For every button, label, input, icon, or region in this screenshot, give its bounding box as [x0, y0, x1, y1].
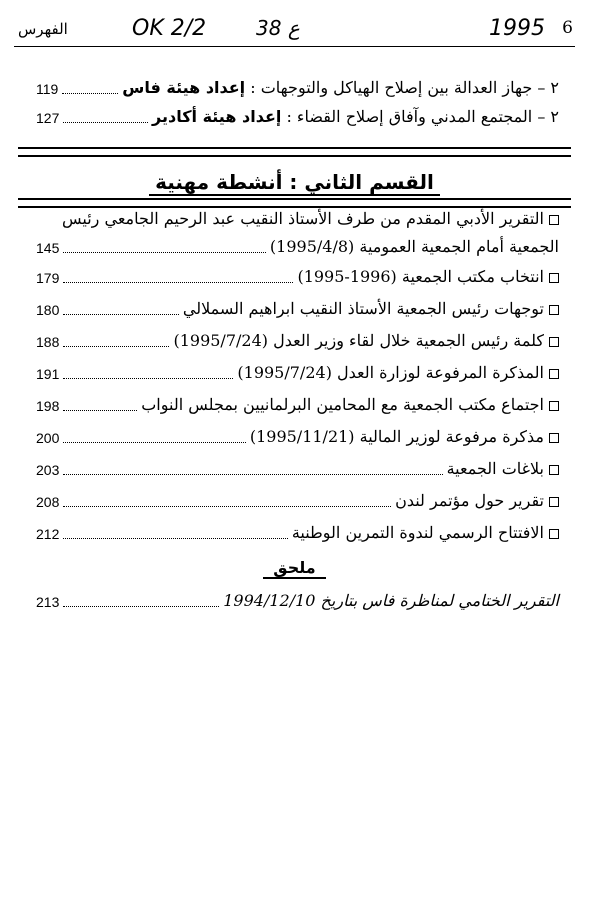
toc-entry-line: التقرير الأدبي المقدم من طرف الأستاذ النقيب عبد الرحيم الجامعي رئيس	[36, 208, 559, 230]
toc-page-number: 198	[36, 398, 60, 414]
toc-entry-text: المذكرة المرفوعة لوزارة العدل (1995/7/24)	[237, 362, 559, 384]
section-divider	[18, 198, 571, 208]
dot-leader	[63, 377, 233, 379]
dot-leader	[63, 313, 179, 315]
dot-leader	[63, 345, 169, 347]
toc-page-number: 213	[36, 594, 60, 610]
toc-entry	[36, 392, 559, 416]
toc-entry-text: التقرير الختامي لمناظرة فاس بتاريخ 1994/12/10	[223, 591, 559, 610]
toc-entry-text: كلمة رئيس الجمعية خلال لقاء وزير العدل (1995/7/24)	[173, 330, 559, 352]
toc-entry-text: ٢ – جهاز العدالة بين إصلاح الهياكل والتوجهات : إعداد هيئة فاس	[122, 78, 559, 97]
dot-leader	[63, 505, 391, 507]
toc-entry-text: تقرير حول مؤتمر لندن	[395, 490, 559, 512]
checkbox-bullet-icon	[549, 215, 559, 225]
toc-entry	[36, 588, 559, 612]
annex-title: ملحق	[0, 558, 589, 577]
checkbox-bullet-icon	[549, 433, 559, 443]
toc-entry	[36, 296, 559, 320]
checkbox-bullet-icon	[549, 465, 559, 475]
toc-entry	[36, 234, 559, 258]
checkbox-bullet-icon	[549, 529, 559, 539]
toc-page-number: 179	[36, 270, 60, 286]
toc-entry-text: انتخاب مكتب الجمعية (1996-1995)	[297, 266, 559, 288]
header-title: الفهرس	[18, 20, 68, 38]
toc-entry-text: توجهات رئيس الجمعية الأستاذ النقيب ابراهيم السملالي	[183, 298, 559, 320]
page-header	[14, 12, 575, 47]
toc-entry	[36, 328, 559, 352]
dot-leader	[63, 251, 266, 253]
section-title: القسم الثاني : أنشطة مهنية	[0, 170, 589, 194]
checkbox-bullet-icon	[549, 273, 559, 283]
toc-page-number: 208	[36, 494, 60, 510]
toc-page-number: 119	[36, 81, 59, 97]
toc-page-number: 191	[36, 366, 60, 382]
dot-leader	[63, 121, 148, 123]
toc-entry-text: اجتماع مكتب الجمعية مع المحامين البرلمانيين بمجلس النواب	[141, 394, 559, 416]
toc-entry-author: إعداد هيئة فاس	[122, 78, 246, 97]
dot-leader	[63, 473, 442, 475]
toc-page-number: 180	[36, 302, 60, 318]
toc-entry-author: إعداد هيئة أكادير	[152, 107, 282, 126]
toc-entry	[36, 520, 559, 544]
toc-entry	[36, 488, 559, 512]
checkbox-bullet-icon	[549, 369, 559, 379]
toc-entry	[36, 264, 559, 288]
handwritten-year: 1995	[489, 16, 545, 41]
toc-entry-text: مذكرة مرفوعة لوزير المالية (1995/11/21)	[250, 426, 559, 448]
toc-page-number: 145	[36, 240, 60, 256]
toc-entry-text: بلاغات الجمعية	[447, 458, 559, 480]
checkbox-bullet-icon	[549, 305, 559, 315]
toc-entry-text: الجمعية أمام الجمعية العمومية (1995/4/8)	[269, 237, 559, 256]
dot-leader	[62, 92, 118, 94]
checkbox-bullet-icon	[549, 401, 559, 411]
toc-entry	[36, 424, 559, 448]
toc-entry	[36, 75, 559, 99]
dot-leader	[63, 409, 137, 411]
toc-page-number: 212	[36, 526, 60, 542]
toc-page-number: 188	[36, 334, 60, 350]
dot-leader	[63, 537, 287, 539]
page-number: 6	[562, 18, 573, 38]
toc-page-number: 200	[36, 430, 60, 446]
toc-entry	[36, 104, 559, 128]
checkbox-bullet-icon	[549, 337, 559, 347]
section-divider	[18, 147, 571, 157]
handwritten-reference: OK 2/2	[132, 16, 207, 41]
toc-entry	[36, 360, 559, 384]
toc-entry	[36, 456, 559, 480]
dot-leader	[63, 281, 293, 283]
dot-leader	[63, 605, 219, 607]
toc-entry-text: ٢ – المجتمع المدني وآفاق إصلاح القضاء : إعداد هيئة أكادير	[152, 107, 559, 126]
toc-page-number: 127	[36, 110, 60, 126]
toc-entry-text: الافتتاح الرسمي لندوة التمرين الوطنية	[292, 522, 559, 544]
dot-leader	[63, 441, 245, 443]
toc-page-number: 203	[36, 462, 60, 478]
checkbox-bullet-icon	[549, 497, 559, 507]
handwritten-note: 38 ع	[256, 16, 300, 40]
